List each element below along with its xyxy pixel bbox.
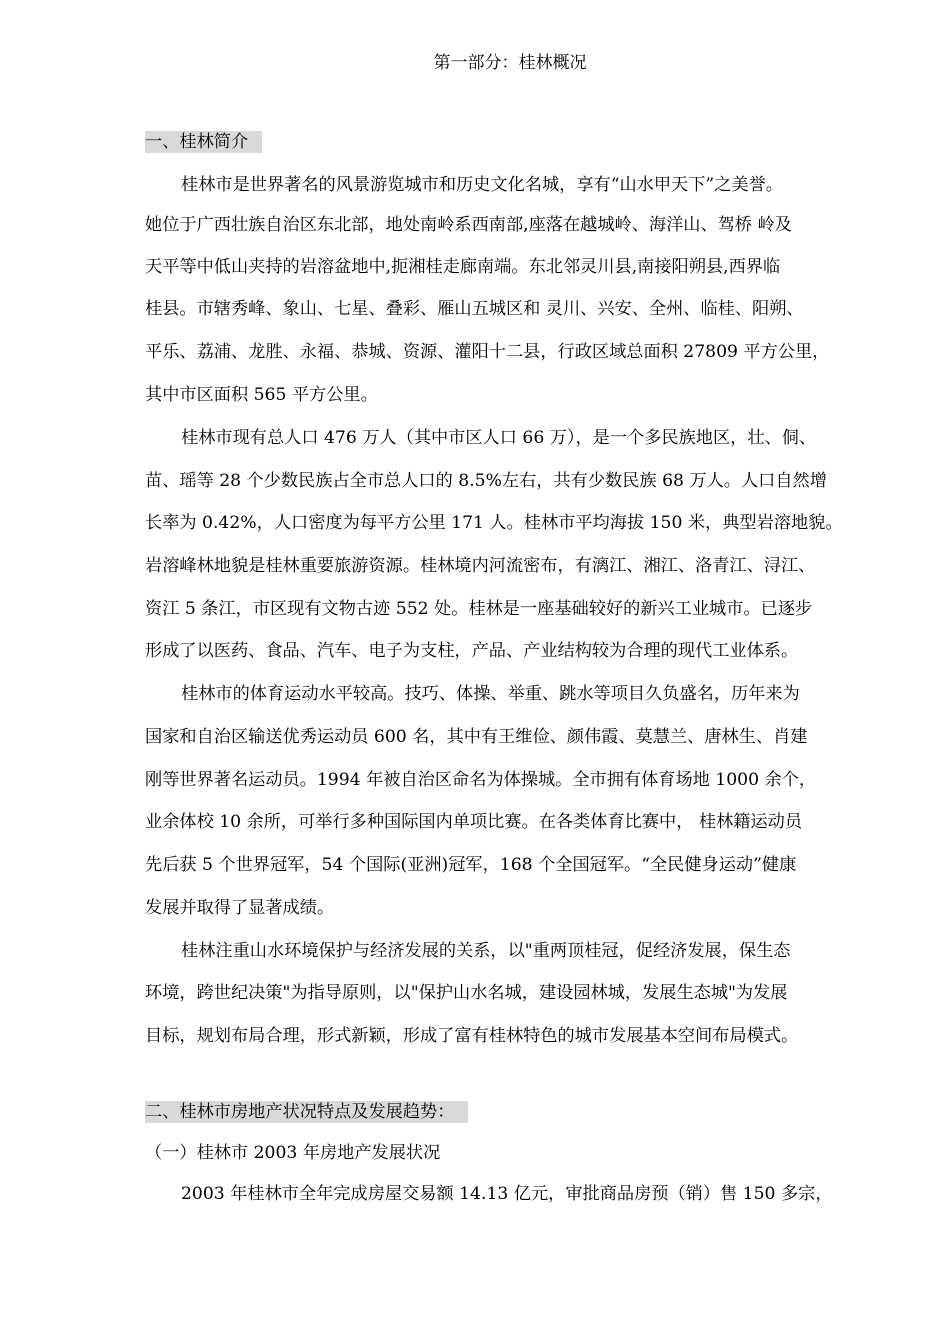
paragraph-line: 桂县。市辖秀峰、象山、七星、叠彩、雁山五城区和 灵川、兴安、全州、临桂、阳朔、 [145,299,804,319]
paragraph-line: 先后获 5 个世界冠军，54 个国际(亚洲)冠军，168 个全国冠军。“全民健身运动”健康 [145,855,797,875]
subsection-heading: （一）桂林市 2003 年房地产发展状况 [145,1143,441,1163]
paragraph-line: 目标，规划布局合理，形式新颖，形成了富有桂林特色的城市发展基本空间布局模式。 [145,1026,799,1046]
paragraph-line: 其中市区面积 565 平方公里。 [145,385,378,405]
paragraph-line: 平乐、荔浦、龙胜、永福、恭城、资源、灌阳十二县，行政区域总面积 27809 平方公里， [145,342,830,362]
paragraph-line: 长率为 0.42%，人口密度为每平方公里 171 人。桂林市平均海拔 150 米，典型岩溶地貌。 [145,513,843,533]
paragraph-line: 岩溶峰林地貌是桂林重要旅游资源。桂林境内河流密布，有漓江、湘江、洛青江、浔江、 [145,556,816,576]
paragraph-line: 桂林注重山水环境保护与经济发展的关系，以"重两顶桂冠，促经济发展，保生态 [181,941,791,961]
paragraph-line: 形成了以医药、食品、汽车、电子为支柱，产品、产业结构较为合理的现代工业体系。 [145,641,799,661]
paragraph-line: 国家和自治区输送优秀运动员 600 名，其中有王维俭、颜伟霞、莫慧兰、唐林生、肖建 [145,727,808,747]
section-heading-intro: 一、桂林简介 [145,131,262,153]
section-heading-real-estate: 二、桂林市房地产状况特点及发展趋势： [145,1101,468,1123]
paragraph-line: 2003 年桂林市全年完成房屋交易额 14.13 亿元，审批商品房预（销）售 150 多宗， [181,1184,833,1204]
paragraph-line: 业余体校 10 余所，可举行多种国际国内单项比赛。在各类体育比赛中， 桂林籍运动员 [145,812,803,832]
paragraph-line: 发展并取得了显著成绩。 [145,898,335,918]
paragraph-line: 资江 5 条江，市区现有文物古迹 552 处。桂林是一座基础较好的新兴工业城市。已逐步 [145,599,813,619]
paragraph-line: 苗、瑶等 28 个少数民族占全市总人口的 8.5%左右，共有少数民族 68 万人。人口自然增 [145,471,827,491]
document-title: 第一部分：桂林概况 [433,53,587,73]
paragraph-line: 桂林市是世界著名的风景游览城市和历史文化名城，享有“山水甲天下”之美誉。 [181,175,783,195]
paragraph-line: 桂林市的体育运动水平较高。技巧、体操、举重、跳水等项目久负盛名，历年来为 [181,684,800,704]
paragraph-line: 环境，跨世纪决策"为指导原则，以"保护山水名城，建设园林城，发展生态城"为发展 [145,983,788,1003]
paragraph-line: 刚等世界著名运动员。1994 年被自治区命名为体操城。全市拥有体育场地 1000 余个， [145,770,817,790]
paragraph-line: 天平等中低山夹持的岩溶盆地中,扼湘桂走廊南端。东北邻灵川县,南接阳朔县,西界临 [145,257,781,277]
paragraph-line: 桂林市现有总人口 476 万人（其中市区人口 66 万），是一个多民族地区，壮、侗、 [181,428,817,448]
paragraph-line: 她位于广西壮族自治区东北部，地处南岭系西南部,座落在越城岭、海洋山、驾桥 岭及 [145,215,792,235]
